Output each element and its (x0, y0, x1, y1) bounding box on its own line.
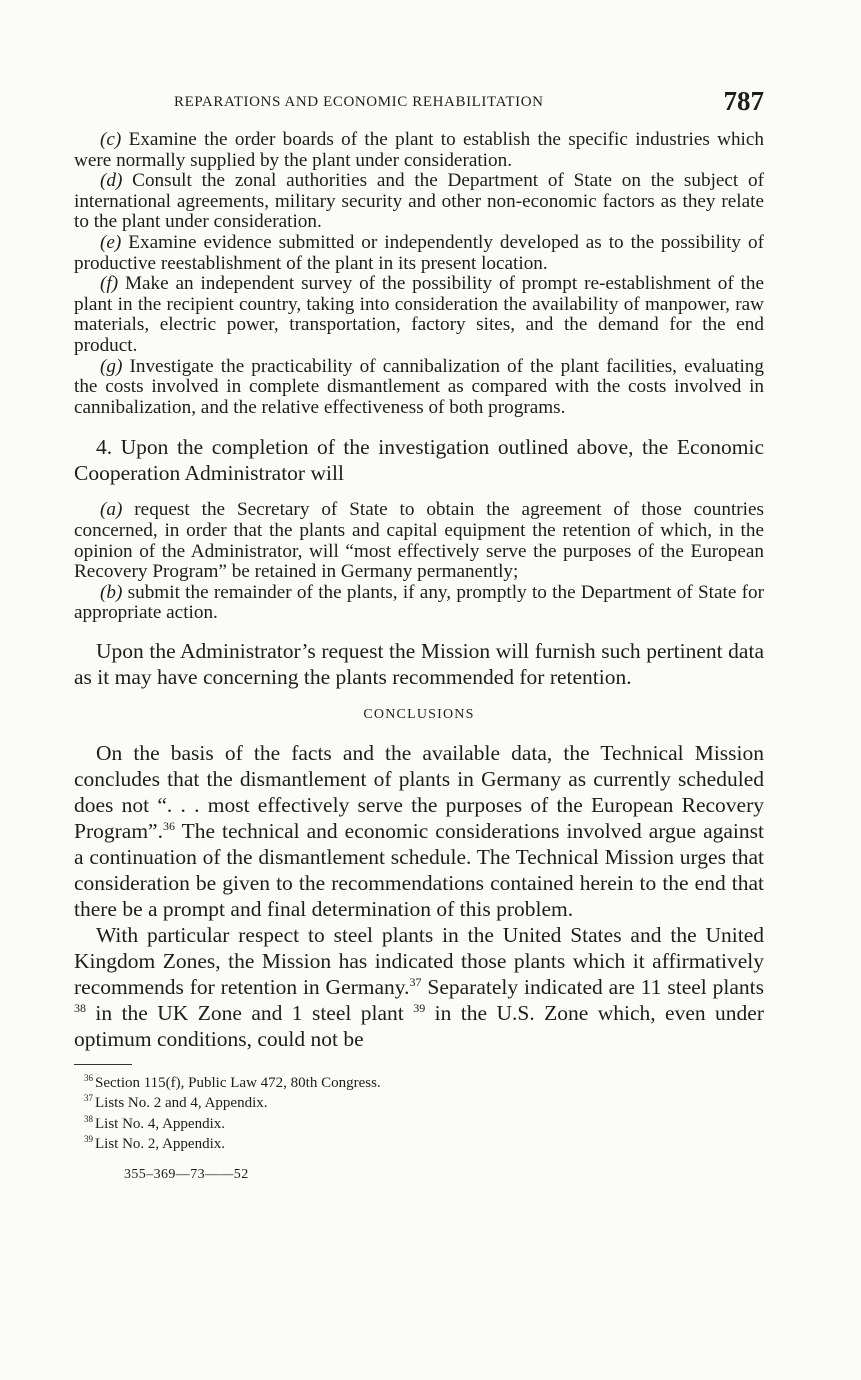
item-a: (a) request the Secretary of State to obtain the agreement of those countries concerned, in order that the plants and capital equipment the retention of which, in the opinion of the Administrator, will “most effectively serve the purposes of the European Recovery Program” be retained in Germany permanently; (74, 499, 765, 583)
running-head (74, 88, 764, 118)
running-title: REPARATIONS AND ECONOMIC REHABILITATION (174, 94, 544, 110)
point-4-intro-block (74, 434, 764, 486)
footnote-ref-36: 36 (162, 818, 175, 833)
conclusions-paragraph-1: On the basis of the facts and the available data, the Technical Mission concludes that the dismantlement of plants in Germany as currently scheduled does not “. . . most effectively serve the purposes of the European Recovery Program”.$^{36}$ The technical and economic considerations involved argue against a continuation of the dismantlement schedule. The Technical Mission urges that consideration be given to the recommendations contained herein to the end that there be a prompt and final determination of this problem. (74, 740, 764, 921)
footnote-ref-38: 38 (74, 1000, 86, 1015)
footnote-37: $^{37}$ Lists No. 2 and 4, Appendix. (84, 1093, 268, 1112)
footnotes (74, 1071, 764, 1153)
point-4-intro: 4. Upon the completion of the investigation outlined above, the Economic Cooperation Administrator will (74, 435, 764, 486)
items-c-to-g (74, 130, 764, 418)
footnote-ref-37: 37 (409, 974, 422, 989)
footnote-39: $^{39}$ List No. 2, Appendix. (84, 1134, 225, 1153)
footnote-ref-39: 39 (413, 1000, 426, 1015)
point-4-items (74, 500, 764, 624)
print-code: 355–369—73——52 (124, 1166, 249, 1182)
item-f: (f) Make an independent survey of the possibility of prompt re-establishment of the plant in the recipient country, taking into consideration the availability of manpower, raw materials, electric power, transportation, factory sites, and the demand for the end product. (74, 273, 764, 356)
item-b: (b) submit the remainder of the plants, if any, promptly to the Department of State for appropriate action. (74, 581, 764, 624)
footnote-36: $^{36}$ Section 115(f), Public Law 472, 80th Congress. (84, 1072, 381, 1091)
item-c: (c) Examine the order boards of the plant to establish the specific industries which were normally supplied by the plant under consideration. (74, 129, 765, 171)
item-d: (d) Consult the zonal authorities and the Department of State on the subject of international agreements, military security and other non-economic factors as they relate to the plant under consideration. (74, 170, 765, 233)
item-e: (e) Examine evidence submitted or independently developed as to the possibility of productive reestablishment of the plant in its present location. (74, 231, 764, 274)
main-text (74, 638, 764, 1052)
conclusions-paragraph-2: With particular respect to steel plants in the United States and the United Kingdom Zones, the Mission has indicated those plants which it affirmatively recommends for retention in Germany.$^{37}$ Separately indicated are 11 steel plants $^{38}$ in the UK Zone and 1 steel plant $^{39}$ in the U.S. Zone which, even under optimum conditions, could not be (74, 922, 765, 1051)
footnote-38: $^{38}$ List No. 4, Appendix. (84, 1113, 225, 1132)
item-g: (g) Investigate the practicability of cannibalization of the plant facilities, evaluating the costs involved in complete dismantlement as compared with the costs involved in cannibalization, and the relative effectiveness of both programs. (74, 355, 764, 418)
footnote-rule (74, 1064, 132, 1065)
page-body (74, 130, 764, 1183)
page-number: 787 (723, 86, 764, 116)
request-paragraph: Upon the Administrator’s request the Mission will furnish such pertinent data as it may have concerning the plants recommended for retention. (74, 638, 764, 689)
conclusions-heading: CONCLUSIONS (363, 706, 475, 722)
